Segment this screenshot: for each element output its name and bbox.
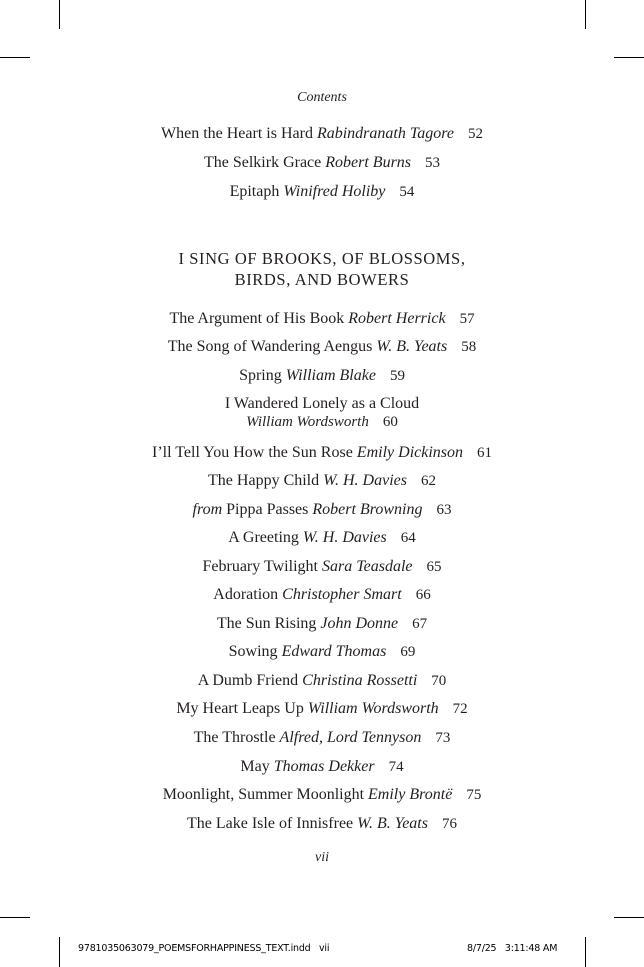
toc-entry	[0, 500, 644, 520]
slug-date: 8/7/25	[467, 943, 497, 954]
entry-title: Spring	[239, 367, 282, 384]
entry-author: W. B. Yeats	[376, 338, 448, 355]
entry-title: The Sun Rising	[216, 615, 317, 632]
entry-author: Edward Thomas	[281, 643, 387, 660]
entry-page: 60	[382, 414, 398, 430]
toc-entry	[0, 757, 644, 777]
entry-page: 74	[388, 759, 404, 775]
entry-title: February Twilight	[202, 558, 318, 575]
section-title-line2: BIRDS, AND BOWERS	[234, 270, 410, 289]
entry-page: 66	[415, 587, 431, 603]
entry-author: Winifred Holiby	[283, 183, 386, 200]
entry-author: Emily Dickinson	[356, 444, 464, 461]
toc-entry	[0, 528, 644, 548]
entry-author: Alfred, Lord Tennyson	[279, 729, 422, 746]
toc-entry	[0, 557, 644, 577]
entry-title: The Song of Wandering Aengus	[167, 338, 373, 355]
entry-page: 64	[400, 530, 416, 546]
toc-entry	[0, 642, 644, 662]
toc-entry	[0, 394, 644, 432]
entry-page: 69	[400, 644, 416, 660]
entry-page: 58	[461, 339, 477, 355]
entry-author: Robert Burns	[325, 154, 412, 171]
toc-entry	[0, 153, 644, 173]
entry-title: A Greeting	[228, 529, 299, 546]
crop-mark-top-right-h	[614, 57, 644, 58]
crop-mark-bottom-left	[59, 937, 60, 967]
entry-page: 70	[431, 673, 447, 689]
crop-mark-top-left	[59, 0, 60, 29]
entry-page: 75	[466, 787, 482, 803]
slug-datetime	[467, 943, 557, 954]
entry-author: Emily Brontë	[368, 786, 453, 803]
toc-entry	[0, 471, 644, 491]
crop-mark-bottom-left-h	[0, 917, 30, 918]
entry-page: 61	[477, 445, 493, 461]
entry-page: 76	[441, 816, 457, 832]
entry-page: 54	[399, 184, 415, 200]
entry-page: 72	[452, 701, 468, 717]
entry-page: 67	[412, 616, 428, 632]
entry-title: The Throstle	[193, 729, 276, 746]
entry-author: William Wordsworth	[246, 414, 369, 430]
entry-page: 63	[436, 502, 452, 518]
entry-title: The Lake Isle of Innisfree	[187, 815, 354, 832]
crop-mark-top-right	[585, 0, 586, 29]
toc-entry	[0, 124, 644, 144]
slug-file: 9781035063079_POEMSFORHAPPINESS_TEXT.indd	[78, 943, 311, 954]
toc-entry	[0, 443, 644, 463]
entry-author: Sara Teasdale	[321, 558, 413, 575]
toc-entry	[0, 309, 644, 329]
slug-time: 3:11:48 AM	[504, 943, 558, 954]
toc-entry	[0, 366, 644, 386]
crop-mark-bottom-right	[585, 937, 586, 967]
entry-page: 53	[425, 155, 441, 171]
section-title-line1: I SING OF BROOKS, OF BLOSSOMS,	[178, 249, 466, 268]
entry-page: 73	[435, 730, 451, 746]
entry-author: W. H. Davies	[302, 529, 387, 546]
entry-title: I Wandered Lonely as a Cloud	[224, 395, 420, 412]
toc-entry	[0, 585, 644, 605]
entry-author: William Wordsworth	[307, 700, 439, 717]
toc-entry	[0, 814, 644, 834]
entry-page: 57	[459, 311, 475, 327]
entry-prefix: from	[192, 501, 223, 518]
entry-author: W. H. Davies	[323, 472, 407, 489]
entry-author: Christopher Smart	[282, 586, 402, 603]
entry-page: 52	[468, 126, 483, 142]
entry-title: The Selkirk Grace	[203, 154, 322, 171]
slug-filename	[78, 943, 329, 954]
entry-author: Robert Browning	[312, 501, 423, 518]
entry-title: Epitaph	[229, 183, 280, 200]
entry-page: 62	[420, 473, 436, 489]
entry-author: W. B. Yeats	[357, 815, 428, 832]
entry-title: Adoration	[213, 586, 279, 603]
crop-mark-bottom-right-h	[614, 917, 644, 918]
entry-author: Thomas Dekker	[273, 758, 375, 775]
crop-mark-top-left-h	[0, 57, 30, 58]
entry-title: When the Heart is Hard	[161, 125, 313, 142]
entry-title: Pippa Passes	[226, 501, 309, 518]
entry-title: I’ll Tell You How the Sun Rose	[151, 444, 353, 461]
entry-page: 59	[389, 368, 405, 384]
toc-entry	[0, 614, 644, 634]
entry-title: Sowing	[228, 643, 278, 660]
entry-author: Rabindranath Tagore	[316, 125, 454, 142]
entry-page: 65	[426, 559, 442, 575]
toc-entry	[0, 728, 644, 748]
toc-entry	[0, 785, 644, 805]
entry-author: William Blake	[285, 367, 376, 384]
entry-author: John Donne	[320, 615, 399, 632]
entry-title: May	[240, 758, 270, 775]
toc-entry	[0, 699, 644, 719]
slug-page: vii	[318, 943, 330, 954]
toc-entry	[0, 182, 644, 202]
entry-title: My Heart Leaps Up	[176, 700, 304, 717]
entry-author: Christina Rossetti	[302, 672, 418, 689]
entry-title: The Happy Child	[208, 472, 320, 489]
page-folio: vii	[315, 850, 329, 865]
entry-title: The Argument of His Book	[169, 310, 345, 327]
entry-title: A Dumb Friend	[197, 672, 299, 689]
toc-entry	[0, 337, 644, 357]
toc-entry	[0, 671, 644, 691]
entry-title: Moonlight, Summer Moonlight	[162, 786, 365, 803]
running-head: Contents	[297, 90, 347, 105]
entry-author: Robert Herrick	[348, 310, 446, 327]
